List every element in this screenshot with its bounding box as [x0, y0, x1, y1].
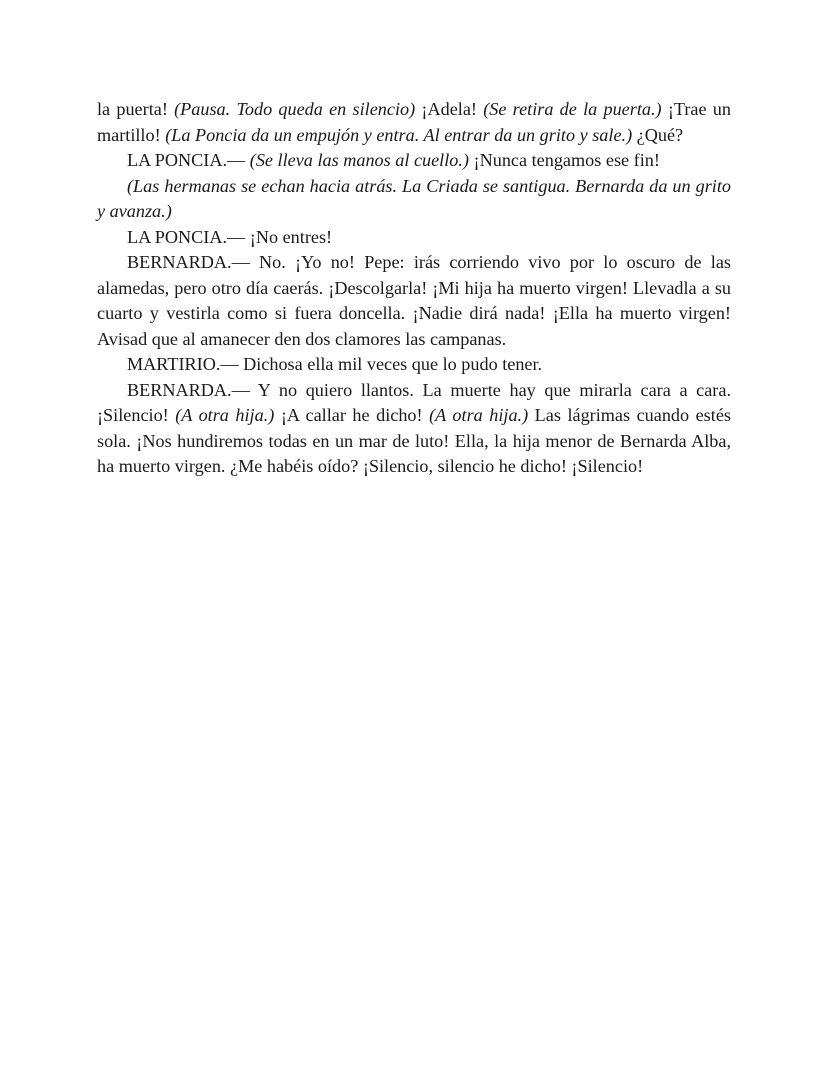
- dialogue-text: la puerta!: [97, 99, 175, 119]
- paragraph: [97, 378, 731, 480]
- dialogue-text: MARTIRIO.— Dichosa ella mil veces que lo pudo tener.: [127, 354, 543, 374]
- stage-direction: (A otra hija.): [175, 405, 275, 425]
- stage-direction: (A otra hija.): [429, 405, 529, 425]
- dialogue-text: Las lágrimas cuando estés sola. ¡Nos hundiremos todas en un mar de luto! Ella, la hija menor de Bernarda Alba, ha muerto virgen. ¿Me habéis oído? ¡Silencio, silencio he dicho! ¡Silencio!: [97, 405, 731, 476]
- dialogue-text: ¡Nunca tengamos ese fin!: [469, 150, 660, 170]
- paragraph: [97, 148, 731, 174]
- dialogue-text: BERNARDA.— No. ¡Yo no! Pepe: irás corriendo vivo por lo oscuro de las alamedas, pero otro día caerás. ¡Descolgarla! ¡Mi hija ha muerto virgen! Llevadla a su cuarto y vestirla como si fuera doncella. ¡Nadie dirá nada! ¡Ella ha muerto virgen! Avisad que al amanecer den dos clamores las campanas.: [97, 252, 731, 349]
- dialogue-text: ¡Trae un martillo!: [97, 99, 731, 145]
- dialogue-text: LA PONCIA.—: [127, 150, 250, 170]
- paragraph: [97, 174, 731, 225]
- dialogue-text: BERNARDA.— Y no quiero llantos. La muerte hay que mirarla cara a cara. ¡Silencio!: [97, 379, 731, 425]
- stage-direction: (Las hermanas se echan hacia atrás. La Criada se santigua. Bernarda da un grito y avanza.): [97, 175, 731, 221]
- dialogue-text: ¡Adela!: [415, 99, 484, 119]
- stage-direction: (Se lleva las manos al cuello.): [249, 150, 469, 170]
- paragraph: [97, 225, 731, 251]
- dialogue-text: ¡A callar he dicho!: [274, 405, 430, 425]
- stage-direction: (Pausa. Todo queda en silencio): [174, 99, 416, 119]
- stage-direction: (Se retira de la puerta.): [483, 99, 662, 119]
- document-page: [97, 97, 731, 480]
- dialogue-text: ¿Qué?: [632, 124, 684, 145]
- stage-direction: (La Poncia da un empujón y entra. Al entrar da un grito y sale.): [165, 124, 633, 145]
- paragraph: [97, 97, 731, 148]
- paragraph: [97, 250, 731, 352]
- dialogue-text: LA PONCIA.— ¡No entres!: [127, 226, 333, 247]
- paragraph: [97, 352, 731, 378]
